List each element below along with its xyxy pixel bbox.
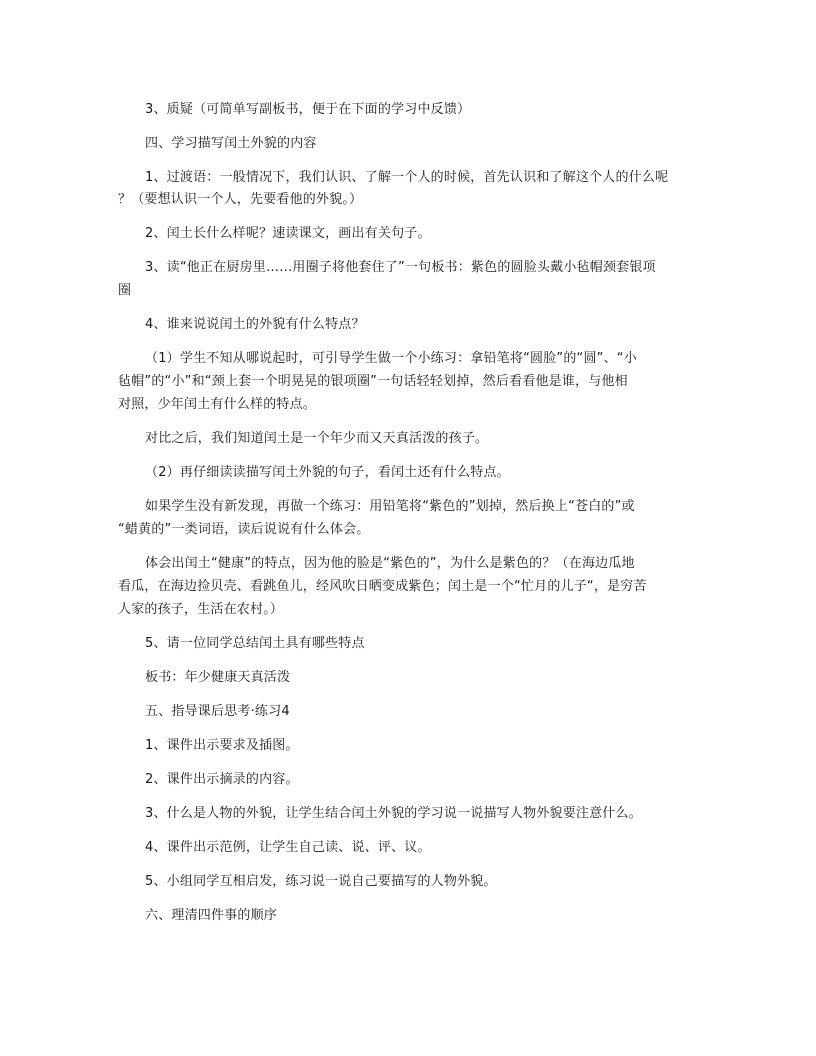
text-line: 人家的孩子，生活在农村。）	[118, 602, 284, 617]
text-line: 体会出闰土“健康”的特点，因为他的脸是“紫色的”，为什么是紫色的？（在海边瓜地	[145, 556, 635, 571]
text-line: 毡帽”的“小”和“颈上套一个明晃晃的银项圈”一句话轻轻划掉，然后看看他是谁，与他相	[118, 374, 628, 389]
text-line: 圈	[118, 283, 132, 298]
text-line: （2）再仔细读读描写闰土外貌的句子，看闰土还有什么特点。	[145, 465, 510, 480]
text-line: 板书：年少健康天真活泼	[145, 670, 291, 685]
text-line: 看瓜，在海边捡贝壳、看跳鱼儿，经风吹日晒变成紫色；闰土是一个“忙月的儿子“，是穷苦	[118, 579, 647, 594]
section-heading: 四、学习描写闰土外貌的内容	[145, 136, 317, 151]
text-line: 5、请一位同学总结闰土具有哪些特点	[145, 636, 365, 651]
text-line: ？（要想认识一个人，先要看他的外貌。）	[118, 192, 363, 207]
text-line: 对比之后，我们知道闰土是一个年少而又天真活泼的孩子。	[145, 431, 489, 446]
text-line: 如果学生没有新发现，再做一个练习：用铅笔将“紫色的”划掉，然后换上“苍白的”或	[145, 499, 635, 514]
text-line: 3、读“他正在厨房里……用圈子将他套住了”一句板书：紫色的圆脸头戴小毡帽颈套银项	[145, 260, 656, 275]
section-heading: 六、理清四件事的顺序	[145, 908, 278, 923]
text-line: 4、课件出示范例，让学生自己读、说、评、议。	[145, 840, 431, 855]
text-line: 2、课件出示摘录的内容。	[145, 772, 299, 787]
text-line: 1、课件出示要求及插图。	[145, 738, 299, 753]
text-line: “蜡黄的”一类词语，读后说说有什么体会。	[118, 522, 370, 537]
text-line: 对照，少年闰土有什么样的特点。	[118, 397, 317, 412]
text-line: 5、小组同学互相启发，练习说一说自己要描写的人物外貌。	[145, 874, 497, 889]
text-line: （1）学生不知从哪说起时，可引导学生做一个小练习：拿铅笔将“圆脸”的“圆”、“小	[145, 351, 637, 366]
text-line: 1、过渡语：一般情况下，我们认识、了解一个人的时候，首先认识和了解这个人的什么呢	[145, 170, 669, 185]
text-line: 3、什么是人物的外貌，让学生结合闰土外貌的学习说一说描写人物外貌要注意什么。	[145, 806, 642, 821]
text-line: 2、闰土长什么样呢？速读课文，画出有关句子。	[145, 226, 431, 241]
text-line: 3、质疑（可简单写副板书，便于在下面的学习中反馈）	[145, 102, 471, 117]
text-line: 4、谁来说说闰土的外貌有什么特点？	[145, 317, 365, 332]
section-heading: 五、指导课后思考·练习4	[145, 704, 290, 719]
